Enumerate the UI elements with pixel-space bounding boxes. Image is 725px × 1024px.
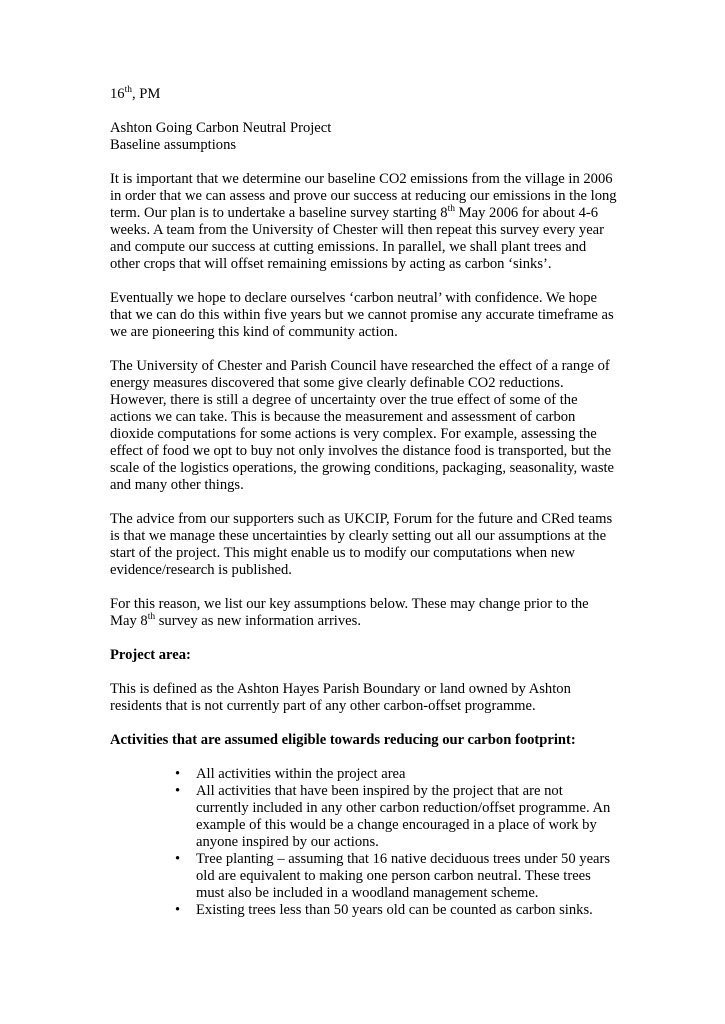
bullet-icon: • [175,902,181,918]
paragraph-research: The University of Chester and Parish Council have researched the effect of a range of energy measures discovered that some give clearly definable CO2 reductions. However, there is still a degree of uncertainty over the true effect of some of the actions we can take. This is because the measurement and assessment of carbon dioxide computations for some actions is very complex. For example, assessing the effect of food we opt to buy not only involves the distance food is transported, but the scale of the logistics operations, the growing conditions, packaging, seasonality, waste and many other things. [110,358,615,493]
paragraph-baseline-part1: It is important that we determine our baseline CO2 emissions from the village in 2006 in order that we can assess and prove our success at reducing our emissions in the long term. Our plan is to undertake a baseline survey starting 8 [110,171,617,221]
list-item [110,783,618,851]
list-item-text: All activities within the project area [196,766,406,782]
project-title: Ashton Going Carbon Neutral Project [110,120,332,136]
date-day: 16 [110,86,125,102]
spacer [110,154,618,171]
list-item-text: Existing trees less than 50 years old can be counted as carbon sinks. [196,902,593,918]
activities-list [110,766,618,919]
list-item [110,851,618,902]
spacer [110,103,618,120]
date-suffix: th [124,85,132,95]
spacer [110,579,618,596]
document-subtitle: Baseline assumptions [110,137,237,153]
list-item [110,902,618,919]
paragraph-baseline-part2: May 2006 for about 4-6 weeks. A team from the University of Chester will then repeat this survey every year and compute our success at cutting emissions. In parallel, we shall plant trees and other crops that will offset remaining emissions by acting as carbon ‘sinks’. [110,205,605,272]
spacer [110,715,618,732]
bullet-icon: • [175,766,181,782]
date-rest: , PM [131,86,161,102]
paragraph-advice: The advice from our supporters such as UKCIP, Forum for the future and CRed teams is that we manage these uncertainties by clearly setting out all our assumptions at the start of the project. This might enable us to modify our computations when new evidence/research is published. [110,511,613,578]
spacer [110,664,618,681]
document-page [110,86,618,919]
heading-activities: Activities that are assumed eligible towards reducing our carbon footprint: [110,732,576,748]
paragraph-assumptions-part1: For this reason, we list our key assumptions below. These may change prior to the May 8 [110,596,589,629]
list-item-text: Tree planting – assuming that 16 native deciduous trees under 50 years old are equivalent to making one person carbon neutral. These trees must also be included in a woodland management scheme. [196,851,611,901]
paragraph-carbon-neutral: Eventually we hope to declare ourselves ‘carbon neutral’ with confidence. We hope that we can do this within five years but we cannot promise any accurate timeframe as we are pioneering this kind of community action. [110,290,614,340]
spacer [110,494,618,511]
spacer [110,273,618,290]
list-item [110,766,618,783]
paragraph-assumptions-part2: survey as new information arrives. [155,613,361,629]
paragraph-project-area: This is defined as the Ashton Hayes Parish Boundary or land owned by Ashton residents that is not currently part of any other carbon-offset programme. [110,681,571,714]
spacer [110,630,618,647]
date-line [110,86,618,103]
paragraph-baseline [110,171,618,273]
bullet-icon: • [175,851,181,867]
paragraph-assumptions [110,596,618,630]
spacer [110,341,618,358]
heading-project-area: Project area: [110,647,191,663]
spacer [110,749,618,766]
paragraph-baseline-sup: th [447,204,455,214]
paragraph-assumptions-sup: th [147,612,156,622]
list-item-text: All activities that have been inspired by the project that are not currently included in any other carbon reduction/offset programme. An example of this would be a change encouraged in a place of work by anyone inspired by our actions. [196,783,611,850]
bullet-icon: • [175,783,181,799]
